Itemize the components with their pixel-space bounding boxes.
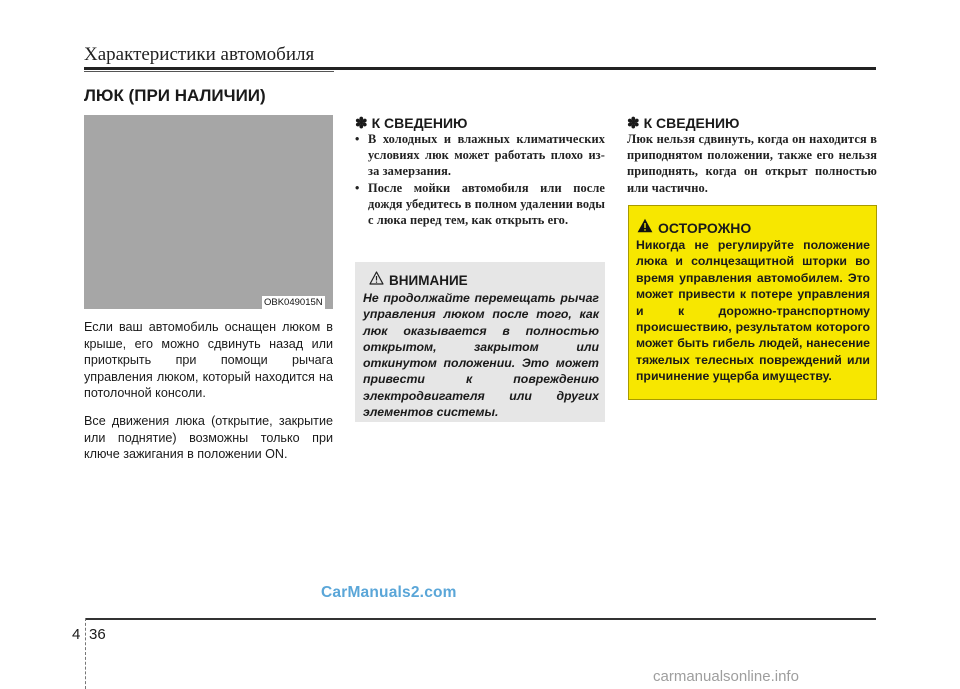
figure-placeholder xyxy=(84,115,333,309)
header-rule xyxy=(84,67,876,70)
warning-triangle-icon xyxy=(637,218,653,238)
page-section-number: 4 xyxy=(72,626,81,643)
footer-divider xyxy=(85,618,86,689)
header-sub-rule xyxy=(84,71,334,72)
list-item-text: В холодных и влажных климатических условиях люк может работать плохо из-за замерзания. xyxy=(368,132,605,179)
warning-title: ОСТОРОЖНО xyxy=(658,220,752,236)
note-heading-label: К СВЕДЕНИЮ xyxy=(643,115,740,131)
attention-header xyxy=(369,271,468,290)
note-heading-1 xyxy=(355,114,468,132)
warning-header xyxy=(637,218,751,238)
list-item-text: После мойки автомобиля или после дождя убедитесь в полном удалении воды с люка перед тем, как открыть его. xyxy=(368,180,605,228)
note-heading-2 xyxy=(627,114,740,132)
star-icon: ✽ xyxy=(627,115,640,132)
attention-title: ВНИМАНИЕ xyxy=(389,273,468,288)
note-text-2: Люк нельзя сдвинуть, когда он находится в приподнятом положении, также его нельзя приподнять, когда он открыт полностью или частично. xyxy=(627,132,877,195)
section-title: ЛЮК (ПРИ НАЛИЧИИ) xyxy=(84,86,266,105)
figure-caption: OBK049015N xyxy=(264,297,323,308)
list-item xyxy=(355,180,605,229)
list-item xyxy=(355,131,605,180)
attention-text: Не продолжайте перемещать рычаг управления люком после того, как люк оказывается в полностью открытом, закрытом или откинутом положении. Это может привести к повреждению электродвигателя или других элементов системы. xyxy=(363,291,599,420)
body-paragraph-1: Если ваш автомобиль оснащен люком в крыше, его можно сдвинуть назад или приоткрыть при помощи рычага управления люком, который находится на потолочной консоли. xyxy=(84,320,333,401)
warning-triangle-icon xyxy=(369,271,384,290)
site-watermark[interactable]: carmanualsonline.info xyxy=(653,668,799,685)
warning-text: Никогда не регулируйте положение люка и солнцезащитной шторки во время управления автомобилем. Это может привести к потере управления и к дорожно-транспортному происшествию, результатом которого может быть гибель людей, нанесение тяжелых телесных повреждений или причинение ущерба имуществу. xyxy=(636,238,870,384)
star-icon: ✽ xyxy=(355,115,368,132)
chapter-title: Характеристики автомобиля xyxy=(84,44,315,65)
bullet: • xyxy=(355,180,360,195)
note-list-1 xyxy=(355,131,605,228)
footer-rule xyxy=(85,618,876,620)
note-heading-label: К СВЕДЕНИЮ xyxy=(371,115,468,131)
watermark-link[interactable]: CarManuals2.com xyxy=(321,584,457,601)
page-number: 36 xyxy=(89,626,106,643)
bullet: • xyxy=(355,132,360,146)
body-paragraph-2: Все движения люка (открытие, закрытие или поднятие) возможны только при ключе зажигания в положении ON. xyxy=(84,414,333,462)
